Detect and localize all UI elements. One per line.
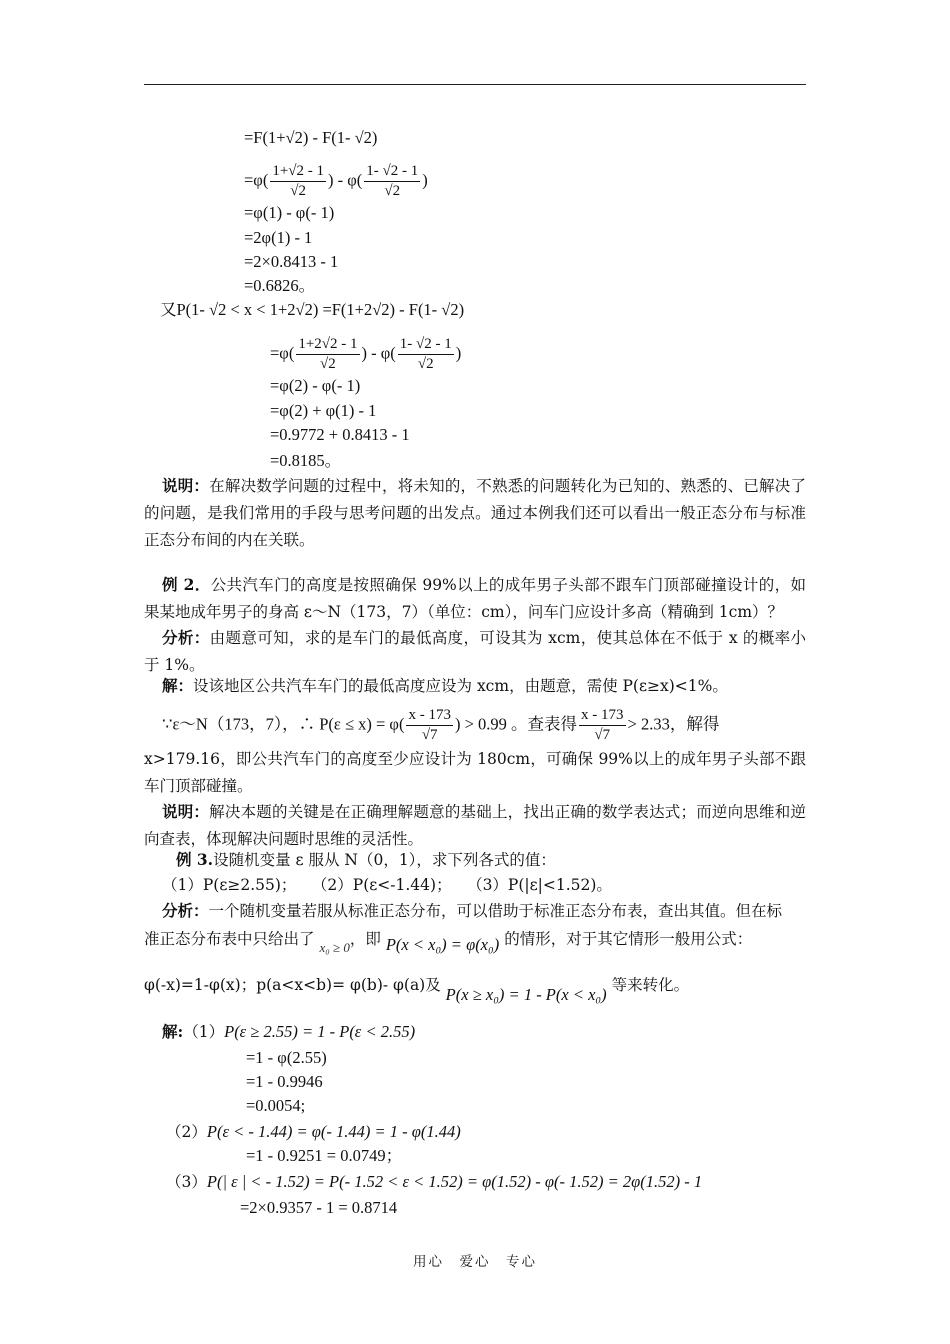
solution-3-line-2: =2×0.9357 - 1 = 0.8714 [240,1198,398,1217]
eq-line-5: =2×0.8413 - 1 [244,252,339,271]
note-paragraph-1: 说明：在解决数学问题的过程中，将未知的，不熟悉的问题转化为已知的、熟悉的、已解决了的问题，是我们常用的手段与思考问题的出发点。通过本例我们还可以看出一般正态分布与标准正态分布间的内在关联。 [144,476,806,549]
example-2-conclusion: x>179.16，即公共汽车门的高度至少应设计为 180cm，可确保 99%以上的成年男子头部不跟车门顶部碰撞。 [144,750,806,795]
eq-line-3: =φ(1) - φ(- 1) [244,203,335,222]
eq-line-8: =φ( $\frac{1+2√2 - 1}{√2}$ ) - φ( $\frac{1- √2 - 1}{√2}$ ) [270,336,462,372]
eq-line-12: =0.8185。 [270,451,342,470]
example-2-note: 说明：解决本题的关键是在正确理解题意的基础上，找出正确的数学表达式；而逆向思维和逆向查表，体现解决问题时思维的灵活性。 [144,802,806,848]
eq-line-11: =0.9772 + 0.8413 - 1 [270,425,410,444]
eq-line-6: =0.6826。 [244,276,316,295]
example-3-parts: （1）P(ε≥2.55)； （2）P(ε<-1.44)； （3）P(|ε|<1.52)。 [162,876,612,894]
eq-line-7: 又P(1- √2 < x < 1+2√2) =F(1+2√2) - F(1- √2) [160,300,465,319]
example-2-solution: 解：设该地区公共汽车车门的最低高度应设为 xcm，由题意，需使 P(ε≥x)<1%。 [162,676,728,695]
example-3-statement: 例 3.设随机变量 ε 服从 N（0，1），求下列各式的值： [176,850,556,869]
solution-1-line-3: =1 - 0.9946 [246,1072,323,1091]
eq-line-9: =φ(2) - φ(- 1) [270,376,361,395]
example-3-analysis-2: 准正态分布表中只给出了 $_{x_0 \ge 0}$，即 P(x < x₀) = φ(x₀) 的情形，对于其它情形一般用公式： [144,930,753,955]
example-3-analysis-3: φ(-x)=1-φ(x)；p(a<x<b)= φ(b)- φ(a)及 P(x ≥ x₀) = 1 - P(x < x₀) 等来转化。 [144,976,690,1004]
eq-line-1: =F(1+√2) - F(1- √2) [244,128,378,147]
example-3-solution-3: （3）P(| ε | < - 1.52) = P(- 1.52 < ε < 1.52) = φ(1.52) - φ(- 1.52) = 2φ(1.52) - 1 [166,1172,703,1191]
example-3-solution-2: （2）P(ε < - 1.44) = φ(- 1.44) = 1 - φ(1.44) [166,1122,461,1141]
solution-1-line-4: =0.0054; [246,1096,306,1115]
page-footer: 用心 爱心 专心 [413,1254,537,1270]
eq-line-2: =φ( $\frac{1+√2 - 1}{√2}$ ) - φ( $\frac{1- √2 - 1}{√2}$ ) [244,163,428,199]
header-rule [144,84,806,85]
eq-line-4: =2φ(1) - 1 [244,228,313,247]
example-2-analysis: 分析：由题意可知，求的是车门的最低高度，可设其为 xcm，使其总体在不低于 x 的概率小于 1%。 [144,628,806,674]
solution-1-line-2: =1 - φ(2.55) [246,1048,327,1067]
example-2-formula: ∵ε～N（173，7），∴ P(ε ≤ x) = φ( $\frac{x - 173}{√7}$ ) > 0.99 。查表得 $\frac{x - 173}{√7}$ > 2.33，解得 [162,707,720,743]
example-3-solution-1: 解:（1）P(ε ≥ 2.55) = 1 - P(ε < 2.55) [162,1022,416,1041]
eq-line-10: =φ(2) + φ(1) - 1 [270,401,377,420]
solution-2-line-2: =1 - 0.9251 = 0.0749； [246,1146,403,1165]
example-3-analysis-1: 分析：一个随机变量若服从标准正态分布，可以借助于标准正态分布表，查出其值。但在标 [162,901,783,920]
example-2-statement: 例 2．公共汽车门的高度是按照确保 99%以上的成年男子头部不跟车门顶部碰撞设计的，如果某地成年男子的身高 ε～N（173，7）（单位：cm），问车门应设计多高（精确到 1cm）？ [144,575,806,621]
